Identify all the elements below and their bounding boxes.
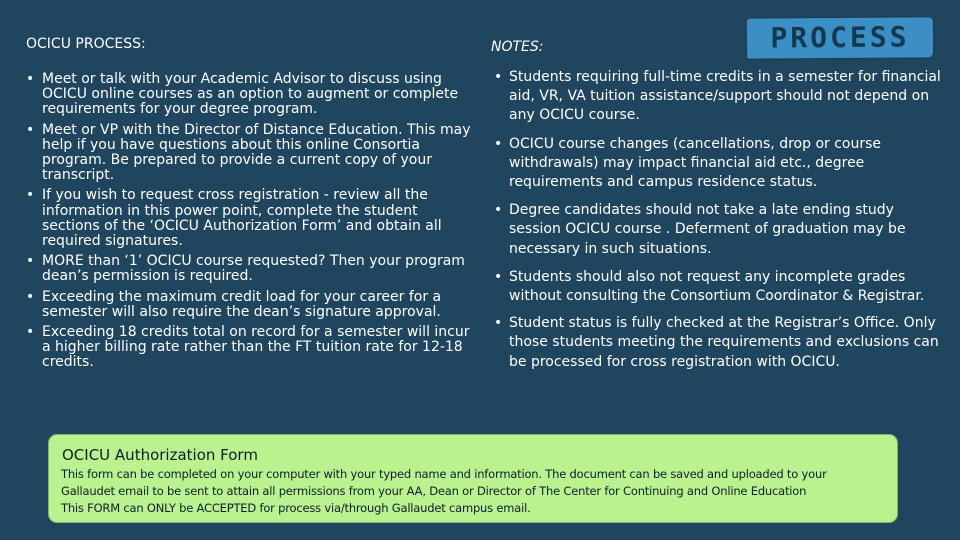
list-item [24, 290, 476, 320]
form-box-title: OCICU Authorization Form [62, 446, 258, 464]
bullet-icon: • [26, 121, 35, 138]
process-steps-list [24, 72, 476, 376]
bullet-icon: • [26, 324, 35, 341]
list-item-text: MORE than ‘1’ OCICU course requested? Then your program dean’s permission is required. [42, 253, 465, 285]
bullet-icon: • [494, 135, 503, 152]
list-item [492, 68, 942, 126]
bullet-icon: • [494, 268, 503, 285]
notes-heading: NOTES: [491, 39, 544, 55]
form-box-line: Gallaudet email to be sent to attain all permissions from your AA, Dean or Director of The Center for Continuing and Online Education [61, 484, 807, 498]
form-box-line: This form can be completed on your computer with your typed name and information. The document can be saved and uploaded to your [61, 467, 827, 481]
list-item [492, 314, 942, 372]
bullet-icon: • [26, 253, 35, 270]
list-item-text: Exceeding the maximum credit load for your career for a semester will also require the dean’s signature approval. [42, 288, 442, 320]
list-item-text: Student status is fully checked at the Registrar’s Office. Only those students meeting the requirements and exclusions can be processed for cross registration with OCICU. [509, 315, 939, 370]
list-item [492, 268, 942, 306]
bullet-icon: • [26, 187, 35, 204]
list-item [492, 201, 942, 259]
form-box-body [61, 466, 891, 517]
list-item-text: Degree candidates should not take a late ending study session OCICU course . Deferment of graduation may be necessary in such situations. [509, 202, 906, 257]
list-item-text: Students should also not request any incomplete grades without consulting the Consortium Coordinator & Registrar. [509, 268, 925, 305]
form-box-line: This FORM can ONLY be ACCEPTED for process via/through Gallaudet campus email. [61, 501, 531, 515]
list-item [24, 254, 476, 284]
bullet-icon: • [494, 69, 503, 85]
list-item [492, 135, 942, 193]
list-item-text: OCICU course changes (cancellations, drop or course withdrawals) may impact financial aid etc., degree requirements and campus residence status. [509, 135, 882, 191]
authorization-form-box [48, 434, 898, 523]
list-item-text: Exceeding 18 credits total on record for a semester will incur a higher billing rate rather than the FT tuition rate for 12-18 credits. [42, 324, 470, 371]
process-banner [747, 17, 933, 58]
bullet-icon: • [26, 288, 35, 305]
list-item [24, 325, 476, 371]
bullet-icon: • [26, 71, 35, 87]
bullet-icon: • [494, 315, 503, 332]
list-item [24, 188, 476, 249]
list-item-text: If you wish to request cross registration - review all the information in this power point, complete the student sections of the ‘OCICU Authorization Form’ and obtain all required signatures. [42, 187, 442, 250]
list-item [24, 72, 476, 118]
list-item-text: Students requiring full-time credits in a semester for financial aid, VR, VA tuition assistance/support should not depend on any OCICU course. [509, 69, 941, 124]
notes-list [492, 68, 942, 381]
ocicu-process-heading: OCICU PROCESS: [26, 36, 146, 52]
list-item-text: Meet or talk with your Academic Advisor to discuss using OCICU online courses as an option to augment or complete requirements for your degree program. [42, 71, 459, 118]
list-item-text: Meet or VP with the Director of Distance Education. This may help if you have questions about this online Consortia program. Be prepared to provide a current copy of your transcript. [42, 121, 471, 184]
list-item [24, 123, 476, 184]
process-banner-text: PROCESS [770, 20, 910, 55]
bullet-icon: • [494, 202, 503, 219]
